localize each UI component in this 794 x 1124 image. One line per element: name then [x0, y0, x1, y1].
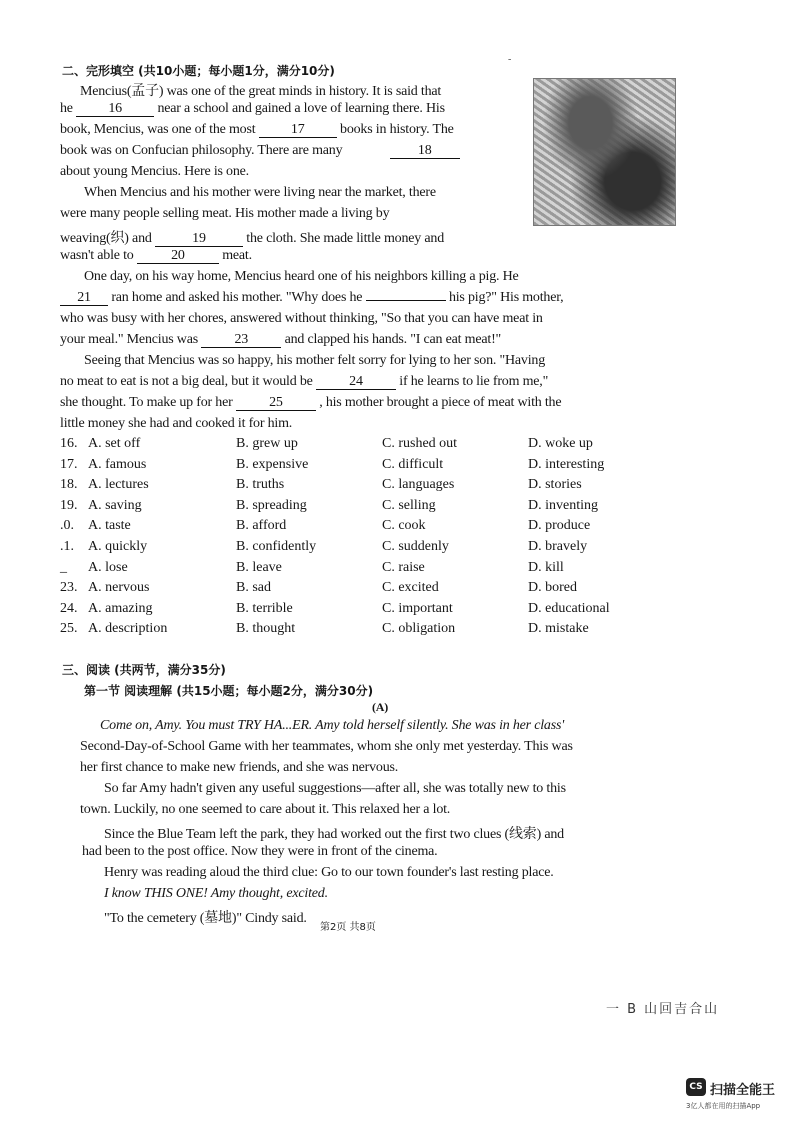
option-b: B. spreading — [236, 497, 307, 513]
passage-line-12: who was busy with her chores, answered without thinking, "So that you can have meat in — [60, 311, 543, 326]
option-a: A. amazing — [88, 600, 153, 616]
page-footer: 第2页 共8页 — [320, 922, 376, 933]
option-number: _ — [60, 559, 67, 575]
option-a: A. set off — [88, 436, 141, 451]
reading-line-5: town. Luckily, no one seemed to care about it. This relaxed her a lot. — [80, 802, 451, 817]
passage-line-7: were many people selling meat. His mother made a living by — [60, 206, 390, 221]
passage-line-4: book was on Confucian philosophy. There are many 18 — [60, 143, 460, 159]
option-number: 23. — [60, 580, 78, 596]
option-b: B. thought — [236, 621, 296, 637]
option-d: D. woke up — [528, 436, 593, 451]
option-a: A. quickly — [88, 539, 148, 554]
blank-20: 20 — [137, 249, 219, 264]
blank-24: 24 — [316, 375, 396, 390]
blank-18: 18 — [390, 144, 460, 159]
camscanner-tagline: 3亿人都在用的扫描App — [686, 1102, 761, 1110]
camscanner-logo-icon: CS — [686, 1078, 706, 1096]
passage-line-8: weaving(织) and 19 the cloth. She made little money and — [60, 231, 444, 246]
option-number: .1. — [60, 539, 74, 554]
option-a: A. saving — [88, 497, 142, 513]
passage-line-17: little money she had and cooked it for him. — [60, 416, 293, 431]
option-c: C. rushed out — [382, 436, 458, 451]
option-number: 19. — [60, 497, 78, 513]
option-number: .0. — [60, 518, 74, 534]
option-a: A. lose — [88, 559, 128, 575]
option-d: D. produce — [528, 518, 591, 534]
option-c: C. suddenly — [382, 539, 449, 554]
option-number: 16. — [60, 436, 78, 451]
section2-title: 二、完形填空 (共10小题；每小题1分，满分10分) — [62, 64, 335, 78]
option-d: D. kill — [528, 559, 564, 575]
blank-23: 23 — [201, 333, 281, 348]
option-d: D. bored — [528, 580, 577, 596]
option-b: B. terrible — [236, 600, 293, 616]
option-number: 17. — [60, 456, 78, 472]
option-d: D. mistake — [528, 621, 589, 637]
passage-line-15: no meat to eat is not a big deal, but it would be 24 if he learns to lie from me," — [60, 374, 549, 389]
option-d: D. educational — [528, 600, 610, 616]
reading-line-4: So far Amy hadn't given any useful suggestions—after all, she was totally new to this — [104, 781, 566, 796]
option-c: C. raise — [382, 559, 425, 575]
option-a: A. lectures — [88, 477, 149, 493]
reading-line-9: I know THIS ONE! Amy thought, excited. — [104, 886, 328, 901]
passage-line-10: One day, on his way home, Mencius heard one of his neighbors killing a pig. He — [84, 269, 519, 284]
blank-16: 16 — [76, 102, 154, 117]
option-number: 18. — [60, 477, 78, 493]
passage-line-2: he 16 near a school and gained a love of learning there. His — [60, 101, 445, 116]
option-a: A. taste — [88, 518, 131, 534]
scan-mark: - — [508, 54, 512, 65]
option-c: C. important — [382, 600, 453, 616]
option-number: 24. — [60, 600, 78, 616]
reading-line-8: Henry was reading aloud the third clue: Go to our town founder's last resting place. — [104, 865, 554, 880]
passage-line-13: your meal." Mencius was 23 and clapped his hands. "I can eat meat!" — [60, 332, 502, 347]
passage-line-11: 21 ran home and asked his mother. "Why does he his pig?" His mother, — [60, 290, 563, 306]
option-d: D. stories — [528, 477, 582, 493]
passage-line-14: Seeing that Mencius was so happy, his mother felt sorry for lying to her son. "Having — [84, 353, 546, 368]
blank-22 — [366, 300, 446, 301]
section3-title: 三、阅读 (共两节，满分35分) — [62, 663, 226, 677]
option-d: D. interesting — [528, 456, 605, 472]
option-a: A. famous — [88, 456, 147, 472]
option-c: C. cook — [382, 518, 426, 534]
camscanner-app-name: 扫描全能王 — [710, 1083, 776, 1098]
reading-line-10: "To the cemetery (墓地)" Cindy said. — [104, 911, 307, 926]
option-b: B. afford — [236, 518, 287, 534]
section3-subtitle: 第一节 阅读理解 (共15小题；每小题2分，满分30分) — [84, 684, 374, 698]
blank-17: 17 — [259, 123, 337, 138]
reading-line-1: Come on, Amy. You must TRY HA...ER. Amy told herself silently. She was in her class' — [100, 718, 565, 733]
passage-line-1: Mencius(孟子) was one of the great minds in history. It is said that — [80, 84, 442, 99]
blank-21: 21 — [60, 291, 108, 306]
option-c: C. languages — [382, 477, 455, 493]
option-number: 25. — [60, 621, 78, 637]
option-c: C. obligation — [382, 621, 456, 637]
option-b: B. sad — [236, 580, 271, 596]
passage-line-9: wasn't able to 20 meat. — [60, 248, 252, 263]
passage-line-3: book, Mencius, was one of the most 17 books in history. The — [60, 122, 454, 137]
passage-line-16: she thought. To make up for her 25 , his mother brought a piece of meat with the — [60, 395, 562, 410]
reading-line-3: her first chance to make new friends, and she was nervous. — [80, 760, 399, 775]
passage-label: (A) — [372, 700, 389, 714]
handwritten-scribble: 一 B 山回吉合山 — [606, 1002, 720, 1017]
option-a: A. nervous — [88, 580, 150, 596]
passage-line-6: When Mencius and his mother were living near the market, there — [84, 185, 436, 200]
reading-line-7: had been to the post office. Now they were in front of the cinema. — [82, 844, 438, 859]
option-c: C. difficult — [382, 456, 444, 472]
blank-19: 19 — [155, 232, 243, 247]
mencius-portrait-image — [533, 78, 676, 226]
passage-line-5: about young Mencius. Here is one. — [60, 164, 249, 179]
option-d: D. inventing — [528, 497, 598, 513]
option-c: C. selling — [382, 497, 436, 513]
option-b: B. confidently — [236, 539, 317, 554]
option-b: B. leave — [236, 559, 282, 575]
reading-line-2: Second-Day-of-School Game with her teammates, whom she only met yesterday. This was — [80, 739, 573, 754]
reading-line-6: Since the Blue Team left the park, they had worked out the first two clues (线索) and — [104, 827, 564, 842]
option-c: C. excited — [382, 580, 439, 596]
option-b: B. expensive — [236, 456, 309, 472]
option-b: B. truths — [236, 477, 285, 493]
option-a: A. description — [88, 621, 168, 637]
blank-25: 25 — [236, 396, 316, 411]
option-b: B. grew up — [236, 436, 298, 451]
option-d: D. bravely — [528, 539, 588, 554]
